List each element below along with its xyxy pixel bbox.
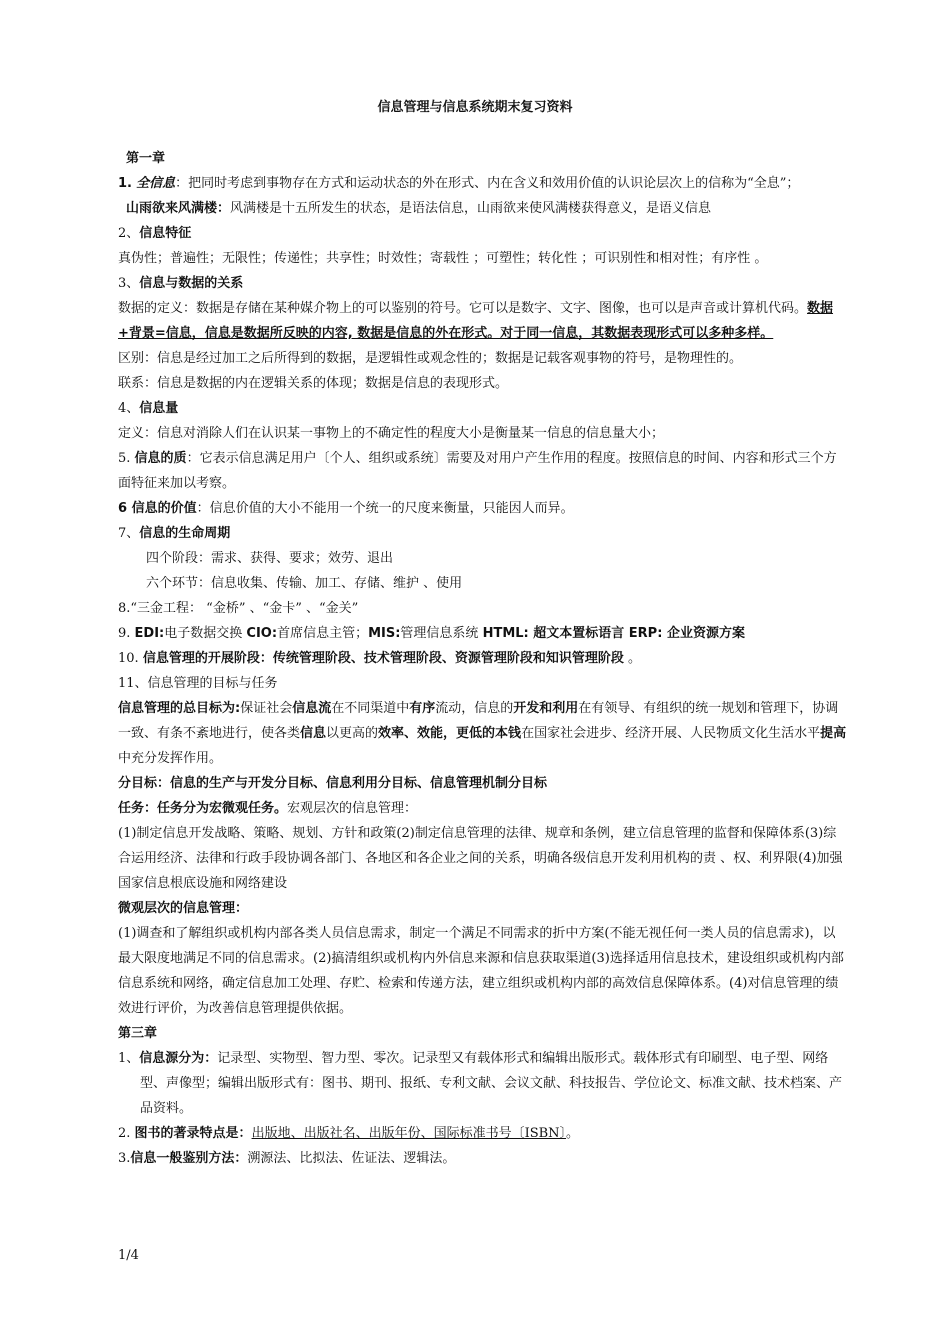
section-11-micro: (1)调查和了解组织或机构内部各类人员信息需求，制定一个满足不同需求的折中方案(不能无视任何一类人员的信息需求)，以最大限度地满足不同的信息需求。(2)搞清组织或机构内外信息来源和信息获取渠道(3)选择适用信息技术，建设组织或机构内部信息系统和网络，确定信息加工处理、存贮、检索和传递方法，建立组织或机构内部的高效信息保障体系。(4)对信息管理的绩效进行评价，为改善信息管理提供依据。 (118, 926, 844, 1016)
key-statement: 数据+背景=信息，信息是数据所反映的内容, 数据是信息的外在形式。对于同一信息，其数据表现形式可以多种多样。 (118, 301, 834, 341)
section-11-subgoals: 分目标：信息的生产与开发分目标、信息利用分目标、信息管理机制分目标 (118, 776, 548, 791)
section-7-links: 六个环节：信息收集、传输、加工、存储、维护 、使用 (146, 576, 463, 591)
document-body (118, 146, 848, 1171)
section-8: 8.“三金工程： “金桥” 、“金卡” 、“金关” (118, 601, 359, 616)
section-2-text: 真伪性；普遍性；无限性；传递性；共享性；时效性；寄载性 ；可塑性；转化性 ；可识别性和相对性；有序性 。 (118, 251, 768, 266)
section-7-stages: 四个阶段：需求、获得、要求；效劳、退出 (146, 551, 394, 566)
section-4-heading: 4、信息量 (118, 401, 179, 416)
page-number: 1/4 (118, 1248, 139, 1263)
section-1-example: 山雨欲来风满楼：风满楼是十五所发生的状态，是语法信息，山雨欲来使风满楼获得意义，是语义信息 (126, 201, 712, 216)
section-11-macro: (1)制定信息开发战略、策略、规划、方针和政策(2)制定信息管理的法律、规章和条例，建立信息管理的监督和保障体系(3)综合运用经济、法律和行政手段协调各部门、各地区和各企业之间的关系，明确各级信息开发利用机构的责 、权、利界限(4)加强国家信息根底设施和网络建设 (118, 826, 843, 891)
section-3-relation: 联系：信息是数据的内在逻辑关系的体现；数据是信息的表现形式。 (118, 376, 509, 391)
section-4-text: 定义：信息对消除人们在认识某一事物上的不确定性的程度大小是衡量某一信息的信息量大小； (118, 426, 665, 441)
chapter-3-item-3: 3.信息一般鉴别方法：溯源法、比拟法、佐证法、逻辑法。 (118, 1151, 456, 1166)
section-3-definition: 数据的定义：数据是存储在某种媒介物上的可以鉴别的符号。它可以是数字、文字、图像，也可以是声音或计算机代码。数据+背景=信息，信息是数据所反映的内容, 数据是信息的外在形式。对于同一信息，其数据表现形式可以多种多样。 (118, 301, 834, 341)
term-full-information: 全信息 (136, 176, 176, 191)
section-10: 10. 信息管理的开展阶段：传统管理阶段、技术管理阶段、资源管理阶段和知识管理阶段 。 (118, 651, 641, 666)
section-9: 9. EDI:电子数据交换 CIO:首席信息主管；MIS:管理信息系统 HTML: 超文本置标语言 ERP: 企业资源方案 (118, 626, 745, 641)
section-1: 1. 全信息：把同时考虑到事物存在方式和运动状态的外在形式、内在含义和效用价值的认识论层次上的信称为“全息”； (118, 176, 800, 191)
section-11-heading: 11、信息管理的目标与任务 (118, 676, 278, 691)
page-title: 信息管理与信息系统期末复习资料 (377, 100, 573, 115)
section-6: 6 信息的价值：信息价值的大小不能用一个统一的尺度来衡量，只能因人而异。 (118, 501, 574, 516)
section-11-micro-heading: 微观层次的信息管理： (118, 901, 249, 916)
chapter-1-heading: 第一章 (126, 151, 166, 166)
chapter-3-item-1: 1、信息源分为：记录型、实物型、智力型、零次。记录型又有载体形式和编辑出版形式。载体形式有印刷型、电子型、网络型、声像型；编辑出版形式有：图书、期刊、报纸、专利文献、会议文献、科技报告、学位论文、标准文献、技术档案、产品资料。 (118, 1051, 843, 1116)
section-11-tasks: 任务：任务分为宏微观任务。宏观层次的信息管理： (118, 801, 418, 816)
chapter-3-heading: 第三章 (118, 1026, 158, 1041)
section-7-heading: 7、信息的生命周期 (118, 526, 231, 541)
section-3-difference: 区别：信息是经过加工之后所得到的数据，是逻辑性或观念性的；数据是记载客观事物的符号，是物理性的。 (118, 351, 743, 366)
chapter-3-item-2: 2. 图书的著录特点是：出版地、出版社名、出版年份、国际标准书号〔ISBN〕。 (118, 1126, 580, 1141)
section-5: 5. 信息的质：它表示信息满足用户〔个人、组织或系统〕需要及对用户产生作用的程度。按照信息的时间、内容和形式三个方面特征来加以考察。 (118, 451, 837, 491)
section-11-goal: 信息管理的总目标为:保证社会信息流在不同渠道中有序流动，信息的开发和利用在有领导、有组织的统一规划和管理下，协调一致、有条不紊地进行，使各类信息以更高的效率、效能，更低的本钱在国家社会进步、经济开展、人民物质文化生活水平提高中充分发挥作用。 (118, 701, 847, 766)
section-3-heading: 3、信息与数据的关系 (118, 276, 244, 291)
section-2-heading: 2、信息特征 (118, 226, 192, 241)
